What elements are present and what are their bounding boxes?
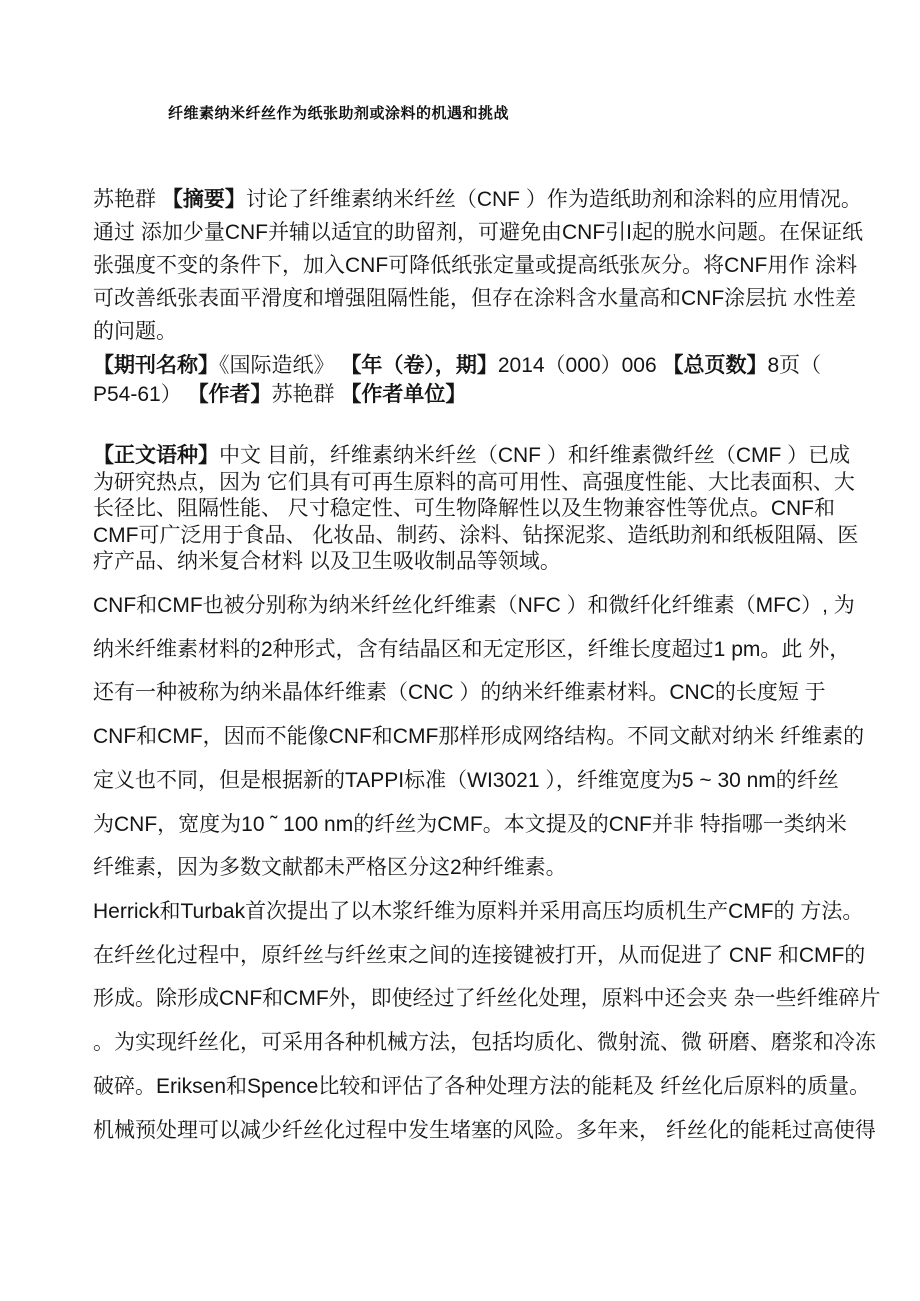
text-line (93, 183, 862, 216)
field-value: 《国际造纸》 (219, 354, 341, 377)
field-label: 【作者】 (187, 383, 272, 406)
text-line: CMF可广泛用于食品、 化妆品、制药、涂料、钻探泥浆、造纸助剂和纸板阻隔、医 (93, 523, 859, 547)
language-and-intro-paragraph (93, 443, 857, 576)
field-value: 苏艳群 (93, 188, 162, 211)
text-line: 纳米纤维素材料的2种形式，含有结晶区和无定形区，纤维长度超过1 pm。此 外， (93, 637, 851, 661)
field-label: 【期刊名称】 (93, 354, 219, 377)
text-line: 机械预处理可以减少纤丝化过程中发生堵塞的风险。多年来， 纤丝化的能耗过高使得 (93, 1118, 876, 1142)
text-line: 张强度不变的条件下，加入CNF可降低纸张定量或提高纸张灰分。将CNF用作 涂料 (93, 254, 858, 277)
text-line (93, 351, 857, 380)
field-label: 【总页数】 (662, 354, 768, 377)
field-value: 中文 目前，纤维素纳米纤丝（CNF ）和纤维素微纤丝（CMF ）已成 (219, 444, 851, 467)
body-paragraph-1 (93, 584, 865, 890)
field-label: 【作者单位】 (340, 383, 467, 406)
text-line: 为CNF，宽度为10 ˜ 100 nm的纤丝为CMF。本文提及的CNF并非 特指哪一类纳米 (93, 812, 847, 836)
text-line: 。为实现纤丝化，可采用各种机械方法，包括均质化、微射流、微 研磨、磨浆和冷冻 (93, 1031, 876, 1055)
field-value: 讨论了纤维素纳米纤丝（CNF ）作为造纸助剂和涂料的应用情况。 (245, 188, 862, 211)
document-title: 纤维素纳米纤丝作为纸张助剂或涂料的机遇和挑战 (168, 105, 510, 122)
text-line: CNF和CMF也被分别称为纳米纤丝化纤维素（NFC ）和微纤化纤维素（MFC）, 为 (93, 594, 855, 617)
text-line: 长径比、阻隔性能、 尺寸稳定性、可生物降解性以及生物兼容性等优点。CNF和 (93, 497, 835, 520)
text-line: 通过 添加少量CNF并辅以适宜的助留剂，可避免由CNF引I起的脱水问题。在保证纸 (93, 221, 863, 244)
field-value: P54-61） (93, 383, 188, 406)
text-line: 纤维素，因为多数文献都未严格区分这2种纤维素。 (93, 856, 567, 880)
text-line: 疗产品、纳米复合材料 以及卫生吸收制品等领域。 (93, 550, 561, 573)
field-label: 【正文语种】 (93, 444, 219, 467)
text-line: Herrick和Turbak首次提出了以木浆纤维为原料并采用高压均质机生产CMF的 方法。 (93, 900, 864, 923)
journal-info (93, 351, 857, 409)
text-line (93, 380, 857, 409)
text-line: CNF和CMF，因而不能像CNF和CMF那样形成网络结构。不同文献对纳米 纤维素的 (93, 725, 865, 749)
text-line: 的问题。 (93, 320, 177, 343)
field-label: 【年（卷），期】 (340, 354, 498, 377)
text-line: 定义也不同，但是根据新的TAPPI标准（WI3021 ），纤维宽度为5 ~ 30 nm的纤丝 (93, 768, 839, 792)
text-line: 为研究热点，因为 它们具有可再生原料的高可用性、高强度性能、大比表面积、大 (93, 470, 855, 494)
field-value: 2014（000）006 (497, 354, 663, 377)
text-line: 在纤丝化过程中，原纤丝与纤丝束之间的连接键被打开，从而促进了 CNF 和CMF的 (93, 943, 866, 967)
body-paragraph-2 (93, 890, 881, 1152)
text-line: 还有一种被称为纳米晶体纤维素（CNC ）的纳米纤维素材料。CNC的长度短 于 (93, 681, 826, 705)
text-line: 形成。除形成CNF和CMF外，即使经过了纤丝化处理，原料中还会夹 杂一些纤维碎片 (93, 987, 881, 1011)
field-value: 8页（ (767, 354, 822, 377)
field-value: 苏艳群 (271, 383, 341, 406)
text-line: 破碎。Eriksen和Spence比较和评估了各种处理方法的能耗及 纤丝化后原料的质量。 (93, 1074, 871, 1098)
field-label: 【摘要】 (161, 188, 246, 211)
abstract-paragraph (93, 183, 863, 348)
text-line (93, 443, 857, 470)
text-line: 可改善纸张表面平滑度和增强阻隔性能，但存在涂料含水量高和CNF涂层抗 水性差 (93, 287, 856, 310)
